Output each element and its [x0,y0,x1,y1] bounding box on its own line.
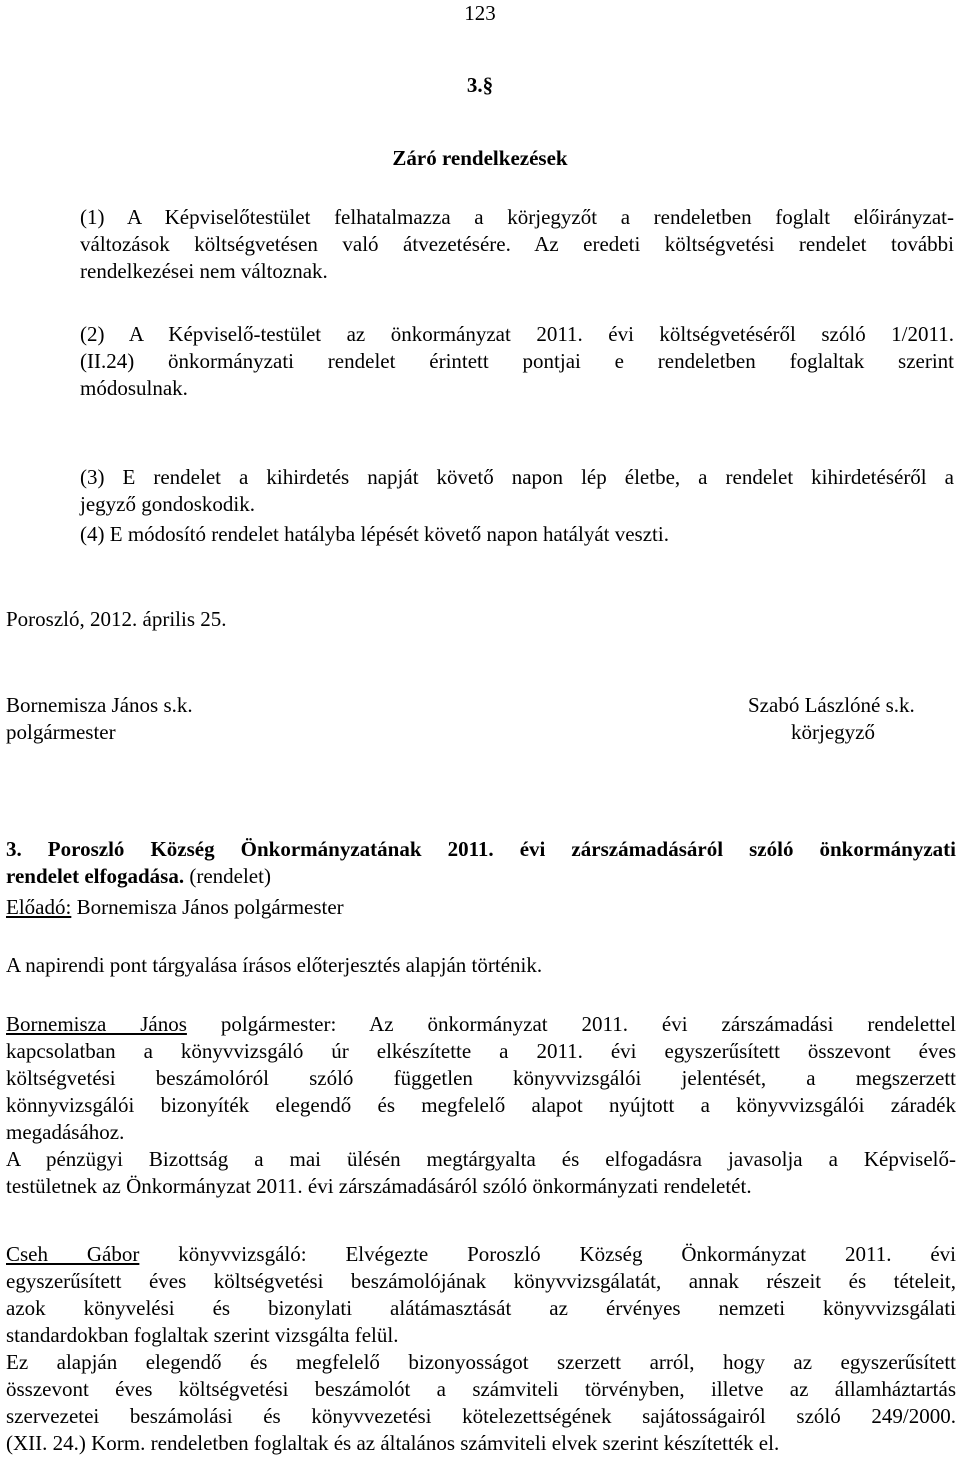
speech-line: (XII. 24.) Korm. rendeletben foglaltak és az általános számviteli elvek szerint készítették el. [6,1431,780,1455]
section-number: 3.§ [466,73,494,97]
speech-line: összevont éves költségvetési beszámolót a számviteli törvényben, illetve az államháztartás [6,1377,956,1401]
paragraph-line: jegyző gondoskodik. [80,492,255,516]
speech-line: A pénzügyi Bizottság a mai ülésén megtárgyalta és elfogadásra javasolja a Képviselő- [6,1147,956,1171]
speech-cseh [6,1241,956,1457]
paragraph-line: (4) E módosító rendelet hatályba lépését követő napon hatályát veszti. [80,522,669,546]
paragraph-3 [80,464,954,518]
speech-line: megadásához. [6,1120,125,1144]
speech-line: költségvetési beszámolóról szóló független könyvvizsgálói jelentését, a megszerzett [6,1066,956,1090]
agenda-note: A napirendi pont tárgyalása írásos előterjesztés alapján történik. [6,953,543,977]
paragraph-4 [80,521,954,548]
paragraph-line: módosulnak. [80,376,188,400]
speech-line: egyszerűsített éves költségvetési beszámolójának könyvvizsgálatát, annak részeit és tételeit, [6,1269,956,1293]
signature-left-role: polgármester [6,720,116,744]
agenda-heading-line: 3. Poroszló Község Önkormányzatának 2011. évi zárszámadásáról szóló önkormányzati [6,837,956,861]
paragraph-2 [80,321,954,402]
agenda-heading-tag: (rendelet) [189,864,271,888]
signature-left-name: Bornemisza János s.k. [6,693,193,717]
agenda-heading-line2 [6,863,956,890]
presenter-name: Bornemisza János polgármester [76,895,344,919]
presenter-label: Előadó: [6,895,72,919]
paragraph-line: (2) A Képviselő-testület az önkormányzat 2011. évi költségvetéséről szóló 1/2011. [80,322,954,346]
paragraph-line: (II.24) önkormányzati rendelet érintett pontjai e rendeletben foglaltak szerint [80,349,954,373]
speaker-name: Bornemisza János [6,1012,187,1036]
paragraph-line: rendelkezései nem változnak. [80,259,328,283]
speech-line: testületnek az Önkormányzat 2011. évi zárszámadásáról szóló önkormányzati rendeletét. [6,1174,752,1198]
section-title: Záró rendelkezések [392,146,568,170]
speech-line: kapcsolatban a könyvvizsgáló úr elkészítette a 2011. évi egyszerűsített összevont éves [6,1039,956,1063]
speech-line: könnyvizsgálói bizonyíték elegendő és megfelelő alapot nyújtott a könyvvizsgálói záradék [6,1093,956,1117]
page-number: 123 [464,1,496,25]
paragraph-1 [80,204,954,285]
agenda-heading-text: rendelet elfogadása. [6,864,185,888]
signature-right-name: Szabó Lászlóné s.k. [748,693,915,717]
signature-right-role: körjegyző [791,720,875,744]
speech-bornemisza [6,1011,956,1200]
paragraph-line: (3) E rendelet a kihirdetés napját követő napon lép életbe, a rendelet kihirdetéséről a [80,465,954,489]
speaker-name: Cseh Gábor [6,1242,140,1266]
presenter-line [6,894,344,921]
speech-line [6,1241,956,1268]
speech-text: polgármester: Az önkormányzat 2011. évi zárszámadási rendelettel [220,1012,956,1036]
speech-line: Ez alapján elegendő és megfelelő bizonyosságot szerzett arról, hogy az egyszerűsített [6,1350,956,1374]
paragraph-line: (1) A Képviselőtestület felhatalmazza a körjegyzőt a rendeletben foglalt előirányzat- [80,205,954,229]
paragraph-line: változások költségvetésen való átvezetésére. Az eredeti költségvetési rendelet további [80,232,954,256]
speech-line: standardokban foglaltak szerint vizsgálta felül. [6,1323,399,1347]
place-date: Poroszló, 2012. április 25. [6,607,227,631]
speech-text: könyvvizsgáló: Elvégezte Poroszló Község Önkormányzat 2011. évi [178,1242,957,1266]
speech-line: szervezetei beszámolási és könyvvezetési kötelezettségének sajátosságairól szóló 249/2000. [6,1404,956,1428]
speech-line: azok könyvelési és bizonylati alátámasztását az érvényes nemzeti könyvvizsgálati [6,1296,956,1320]
speech-line [6,1011,956,1038]
agenda-item-heading [6,836,956,890]
